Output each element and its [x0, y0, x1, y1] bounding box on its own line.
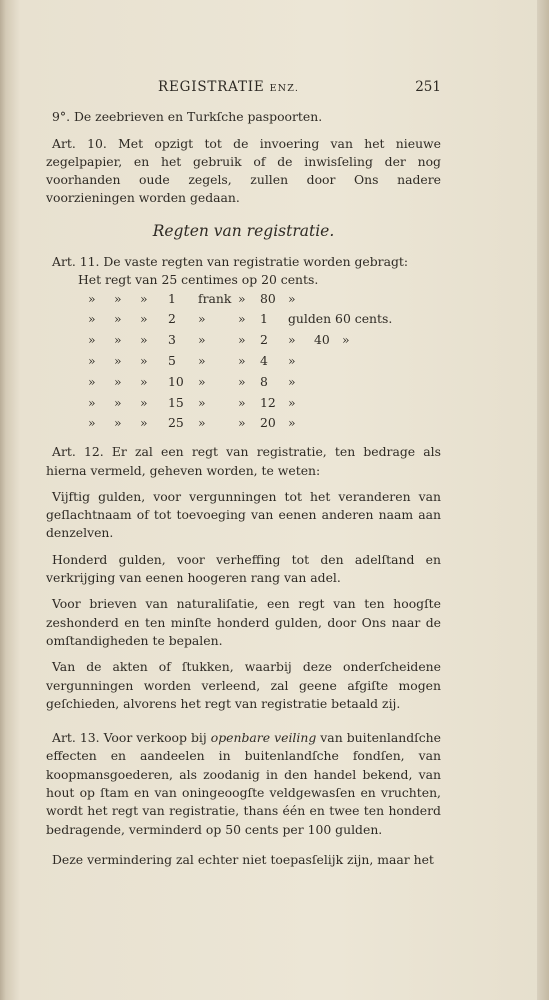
rate-unit-2: »: [288, 415, 296, 431]
running-header: [46, 78, 441, 98]
rate-unit-2: »: [288, 332, 296, 348]
rate-row: [46, 394, 441, 415]
ditto-mark: »: [88, 394, 96, 410]
article-10-paragraph: Art. 10. Met opzigt tot de invoering van het nieuwe zegelpapier, en het gebruik of de inwisſeling der nog voorhanden oude zegels, zullen door Ons nadere voorzieningen worden gedaan.: [46, 135, 441, 206]
rate-unit: »: [198, 311, 206, 327]
running-title: [158, 78, 299, 98]
article-13-italic: openbare veiling: [210, 730, 317, 746]
article-12-item: Honderd gulden, voor verheffing tot den adelſtand en verkrijging van eenen hoogeren rang van adel.: [46, 551, 441, 586]
rate-unit: »: [198, 353, 206, 369]
ditto-mark: »: [342, 332, 350, 348]
ditto-mark: »: [140, 332, 148, 348]
rate-unit-2: »: [288, 290, 296, 306]
ditto-mark: »: [238, 415, 246, 431]
ditto-mark: »: [114, 373, 122, 389]
spacer: [46, 839, 441, 847]
spacer: [46, 650, 441, 658]
spacer: [46, 713, 441, 721]
rate-unit-2: gulden 60 cents.: [288, 311, 393, 327]
rate-to: 80: [260, 290, 276, 306]
ditto-mark: »: [238, 290, 246, 306]
rate-row: [46, 290, 441, 311]
ditto-mark: »: [88, 373, 96, 389]
rate-unit: »: [198, 332, 206, 348]
ditto-mark: »: [88, 353, 96, 369]
running-title-main: REGISTRATIE: [158, 79, 265, 95]
spacer: [46, 587, 441, 595]
ditto-mark: »: [238, 373, 246, 389]
ditto-mark: »: [140, 353, 148, 369]
ditto-mark: »: [88, 311, 96, 327]
ditto-mark: »: [140, 290, 148, 306]
ditto-mark: »: [238, 332, 246, 348]
rate-to: 8: [260, 373, 268, 389]
article-13-text-end: van buitenlandſche effecten en aandeelen in buitenlandſche fondſen, van koopmansgoederen, als zoodanig in den handel bekend, van hout op ſtam en van oningeoogſte veldgewasſen en vruchten, wordt het regt van registratie, thans één en twee ten honderd bedragende, verminderd op 50 cents per 100 gulden.: [46, 730, 441, 837]
rate-from: 25: [168, 415, 184, 431]
ditto-mark: »: [140, 415, 148, 431]
rate-from: 15: [168, 394, 184, 410]
rates-first-line: Het regt van 25 centimes op 20 cents.: [78, 272, 319, 288]
rate-unit: frank: [198, 290, 232, 306]
article-13-paragraph: [46, 729, 441, 839]
rate-unit: »: [198, 415, 206, 431]
rate-row: [46, 414, 441, 435]
rate-to: 20: [260, 415, 276, 431]
ditto-mark: »: [238, 394, 246, 410]
ditto-mark: »: [114, 332, 122, 348]
article-12-item: Van de akten of ſtukken, waarbij deze onderſcheidene vergunningen worden verleend, zal geene afgiſte mogen geſchieden, alvorens het regt van registratie betaald zij.: [46, 659, 441, 711]
rate-to: 12: [260, 394, 276, 410]
article-11-intro: Art. 11. De vaste regten van registratie worden gebragt:: [52, 254, 409, 270]
rate-from: 3: [168, 332, 176, 348]
rate-row: [46, 331, 441, 352]
ditto-mark: »: [140, 311, 148, 327]
article-12-item: Voor brieven van naturaliſatie, een regt van ten hoogſte zeshonderd en ten minſte honderd gulden, door Ons naar de omſtandigheden te bepalen.: [46, 596, 441, 648]
rate-from: 5: [168, 353, 176, 369]
item-9-paragraph: 9°. De zeebrieven en Turkſche paspoorten.: [52, 109, 323, 125]
article-13-continuation: Deze vermindering zal echter niet toepasſelijk zijn, maar het: [52, 851, 434, 867]
ditto-mark: »: [140, 373, 148, 389]
rate-to: 2: [260, 332, 268, 348]
rate-from: 1: [168, 290, 176, 306]
rate-from: 10: [168, 373, 184, 389]
article-12-intro: Art. 12. Er zal een regt van registratie, ten bedrage als hierna vermeld, geheven worden, te weten:: [46, 444, 441, 478]
running-title-suffix: ENZ.: [269, 83, 300, 94]
ditto-mark: »: [114, 290, 122, 306]
rates-table: [46, 290, 441, 436]
rate-unit: »: [198, 373, 206, 389]
spacer: [46, 543, 441, 551]
ditto-mark: »: [238, 353, 246, 369]
rate-to: 4: [260, 353, 268, 369]
section-heading: Regten van registratie.: [152, 221, 335, 240]
rate-extra: 40: [314, 332, 330, 348]
ditto-mark: »: [88, 290, 96, 306]
page-edge: [537, 0, 549, 1000]
ditto-mark: »: [88, 332, 96, 348]
spacer: [46, 480, 441, 488]
rate-unit-2: »: [288, 353, 296, 369]
ditto-mark: »: [114, 311, 122, 327]
spacer: [46, 127, 441, 135]
spacer: [46, 721, 441, 729]
rate-from: 2: [168, 311, 176, 327]
ditto-mark: »: [140, 394, 148, 410]
rate-unit-2: »: [288, 373, 296, 389]
rate-row: [46, 373, 441, 394]
spacer: [46, 435, 441, 443]
ditto-mark: »: [114, 415, 122, 431]
rate-unit-2: »: [288, 394, 296, 410]
rate-unit: »: [198, 394, 206, 410]
ditto-mark: »: [88, 415, 96, 431]
rate-row: [46, 310, 441, 331]
rate-to: 1: [260, 311, 268, 327]
article-12-item: Vijftig gulden, voor vergunningen tot het veranderen van geſlachtnaam of tot toevoeging van eenen anderen naam aan denzelven.: [46, 488, 441, 541]
rate-row: [46, 352, 441, 373]
ditto-mark: »: [114, 394, 122, 410]
article-13-text-start: Art. 13. Voor verkoop bij: [52, 730, 211, 746]
ditto-mark: »: [114, 353, 122, 369]
book-page: [46, 78, 441, 869]
ditto-mark: »: [238, 311, 246, 327]
page-number: 251: [415, 79, 441, 95]
